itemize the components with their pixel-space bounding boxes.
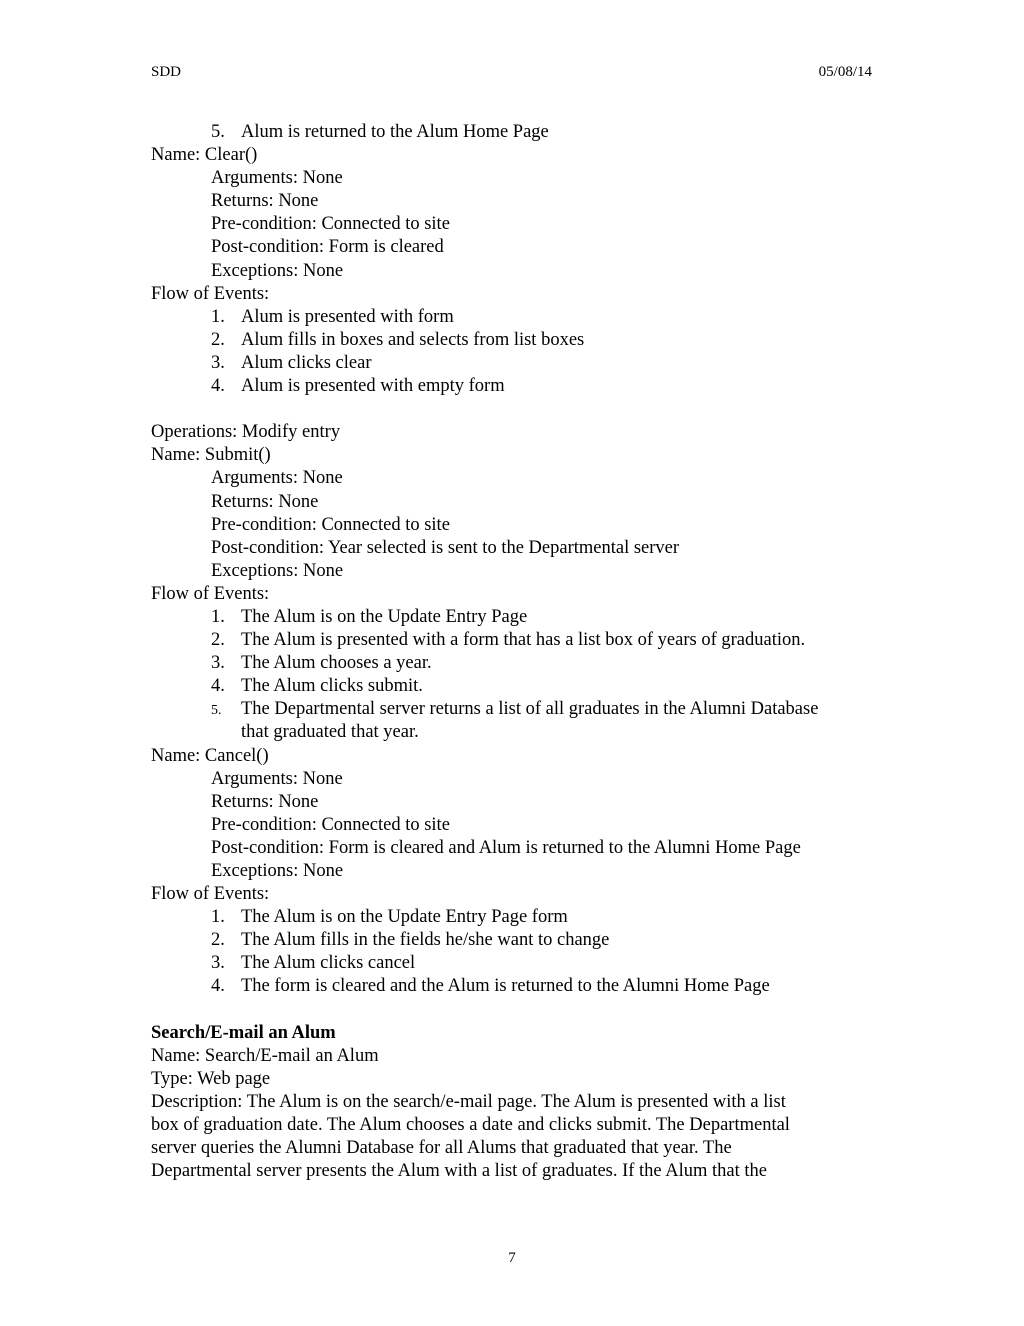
submit-flow-label: Flow of Events: [151,583,270,604]
submit-name: Name: Submit() [151,445,271,466]
list-item: 1. The Alum is on the Update Entry Page [211,606,528,627]
spacer [151,999,873,1022]
list-item: 3. The Alum clicks cancel [211,953,416,974]
list-item: 4. The Alum clicks submit. [211,676,423,697]
list-item: 2. The Alum is presented with a form that has a list box of years of graduation. [211,630,806,651]
cancel-name: Name: Cancel() [151,745,269,766]
description-line: Departmental server presents the Alum with a list of graduates. If the Alum that the [151,1161,767,1182]
submit-exceptions: Exceptions: None [211,560,344,581]
list-item: 5. The Departmental server returns a list of all graduates in the Alumni Database [211,699,819,720]
header-doc-title: SDD [151,64,182,80]
submit-arguments: Arguments: None [211,468,343,489]
document-body [151,121,873,1183]
clear-arguments: Arguments: None [211,168,343,189]
list-item: 2. The Alum fills in the fields he/she want to change [211,930,610,951]
description-line: server queries the Alumni Database for all Alums that graduated that year. The [151,1138,732,1159]
list-item: 5. Alum is returned to the Alum Home Page [211,122,549,142]
submit-postcondition: Post-condition: Year selected is sent to the Departmental server [211,537,680,558]
cancel-flow-label: Flow of Events: [151,884,270,905]
section-heading: Search/E-mail an Alum [151,1022,336,1043]
list-item: 3. Alum clicks clear [211,352,372,373]
cancel-precondition: Pre-condition: Connected to site [211,814,450,835]
list-item-continuation: that graduated that year. [241,722,419,743]
search-type: Type: Web page [151,1068,271,1089]
cancel-postcondition: Post-condition: Form is cleared and Alum is returned to the Alumni Home Page [211,837,801,858]
cancel-returns: Returns: None [211,791,319,812]
spacer [151,398,873,421]
clear-flow-label: Flow of Events: [151,283,270,304]
list-item: 2. Alum fills in boxes and selects from list boxes [211,329,585,350]
clear-precondition: Pre-condition: Connected to site [211,214,450,235]
page-number: 7 [508,1250,516,1266]
clear-name: Name: Clear() [151,145,258,166]
clear-exceptions: Exceptions: None [211,260,344,281]
submit-precondition: Pre-condition: Connected to site [211,514,450,535]
cancel-arguments: Arguments: None [211,768,343,789]
cancel-exceptions: Exceptions: None [211,861,344,881]
list-item: 4. Alum is presented with empty form [211,376,505,397]
clear-postcondition: Post-condition: Form is cleared [211,237,444,258]
search-name: Name: Search/E-mail an Alum [151,1045,379,1066]
description-line: Description: The Alum is on the search/e-mail page. The Alum is presented with a list [151,1091,786,1112]
submit-returns: Returns: None [211,491,319,512]
clear-returns: Returns: None [211,191,319,212]
description-line: box of graduation date. The Alum chooses a date and clicks submit. The Departmental [151,1115,790,1136]
header-date: 05/08/14 [818,64,872,80]
list-item: 1. Alum is presented with form [211,306,454,327]
list-item: 4. The form is cleared and the Alum is returned to the Alumni Home Page [211,976,770,997]
operations-label: Operations: Modify entry [151,422,341,443]
list-item: 3. The Alum chooses a year. [211,653,432,674]
list-item: 1. The Alum is on the Update Entry Page form [211,907,568,928]
